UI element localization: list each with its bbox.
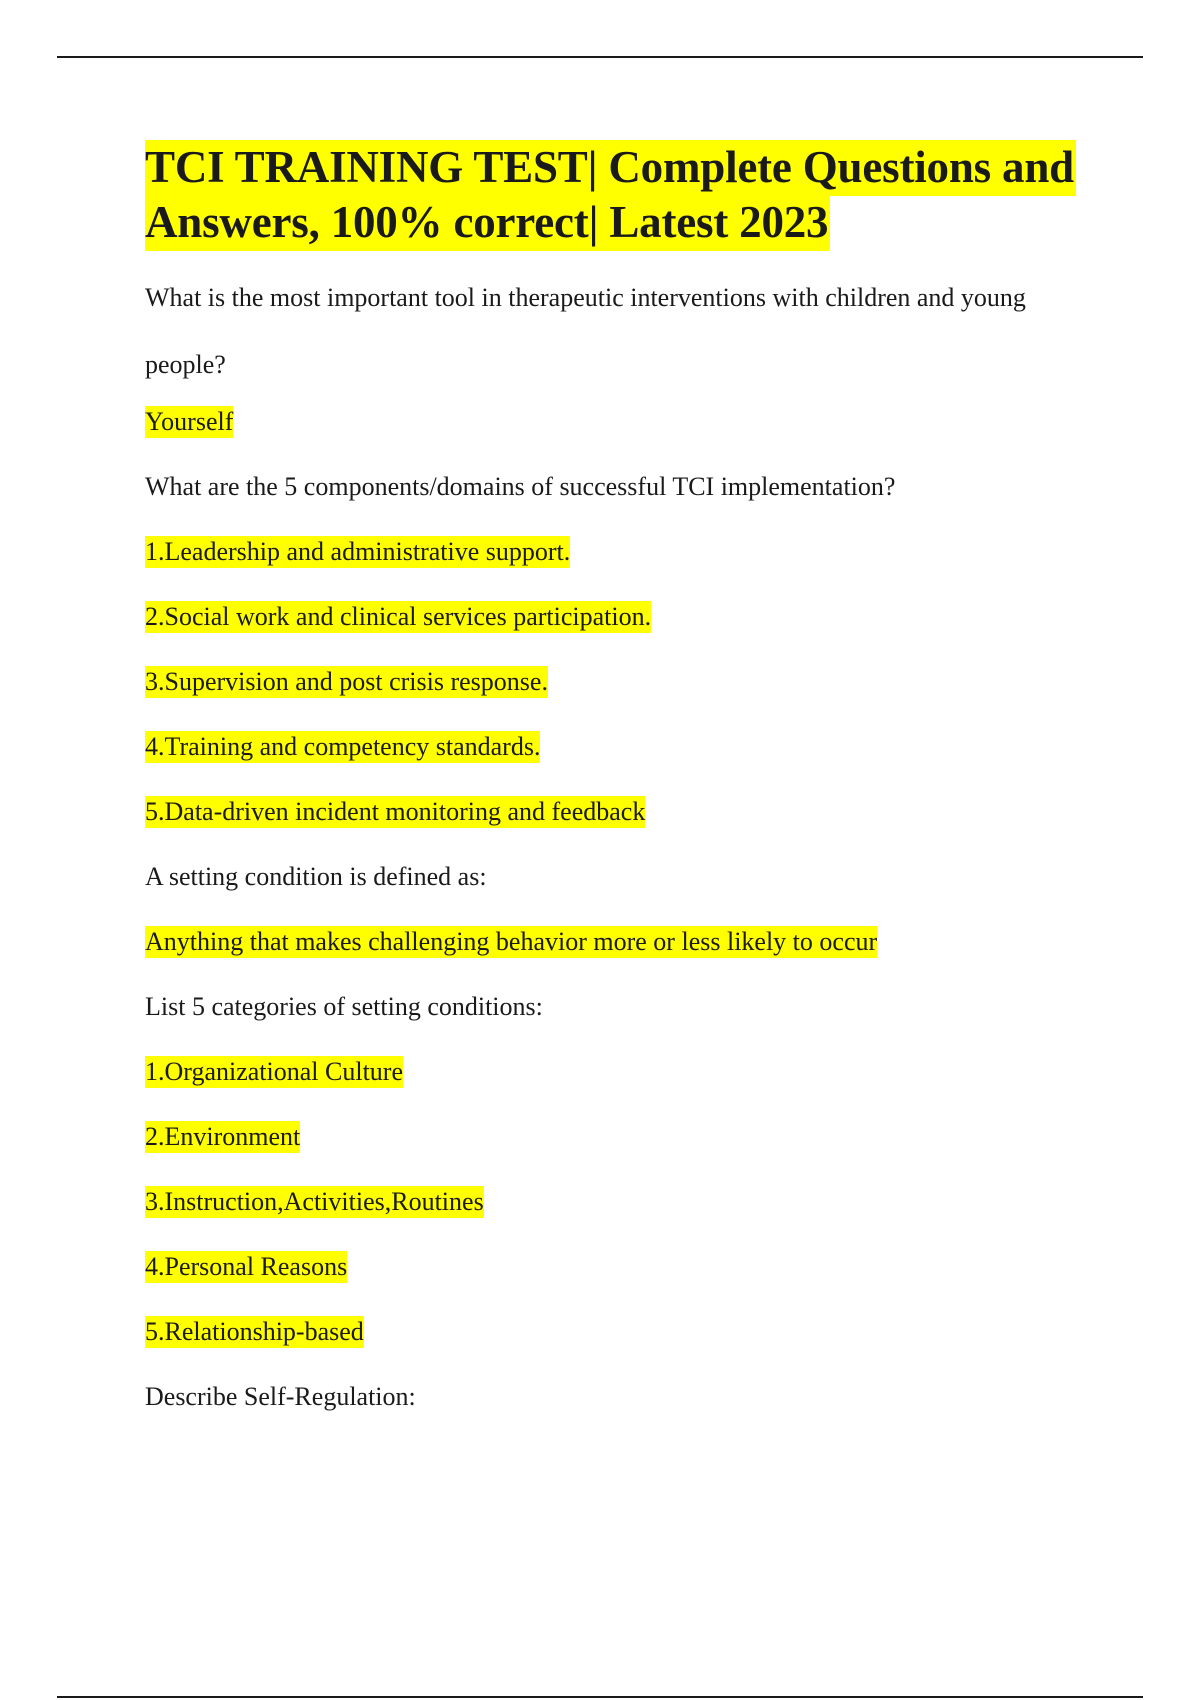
answer-4-item-4: 4.Personal Reasons: [145, 1252, 348, 1281]
question-1: What is the most important tool in therapeutic interventions with children and young people?: [145, 283, 1026, 379]
answer-1: Yourself: [145, 407, 234, 436]
answer-2-item-3: 3.Supervision and post crisis response.: [145, 667, 548, 696]
answer-4-item-2: 2.Environment: [145, 1122, 301, 1151]
answer-4-item-3: 3.Instruction,Activities,Routines: [145, 1187, 484, 1216]
answer-2-item-5: 5.Data-driven incident monitoring and feedback: [145, 797, 646, 826]
question-3: A setting condition is defined as:: [145, 862, 487, 891]
answer-3: Anything that makes challenging behavior more or less likely to occur: [145, 927, 878, 956]
answer-2-item-2: 2.Social work and clinical services participation.: [145, 602, 652, 631]
answer-2-item-4: 4.Training and competency standards.: [145, 732, 541, 761]
answer-2-item-1: 1.Leadership and administrative support.: [145, 537, 571, 566]
bottom-rule: [57, 1696, 1143, 1698]
question-2: What are the 5 components/domains of successful TCI implementation?: [145, 472, 896, 501]
question-5: Describe Self-Regulation:: [145, 1382, 416, 1411]
document-body: [145, 140, 1075, 1413]
answer-4-item-1: 1.Organizational Culture: [145, 1057, 404, 1086]
top-rule: [57, 56, 1143, 58]
document-title: [145, 140, 1075, 250]
question-4: List 5 categories of setting conditions:: [145, 992, 543, 1021]
title-highlight: TCI TRAINING TEST| Complete Questions and Answers, 100% correct| Latest 2023: [145, 140, 1076, 251]
answer-4-item-5: 5.Relationship-based: [145, 1317, 364, 1346]
